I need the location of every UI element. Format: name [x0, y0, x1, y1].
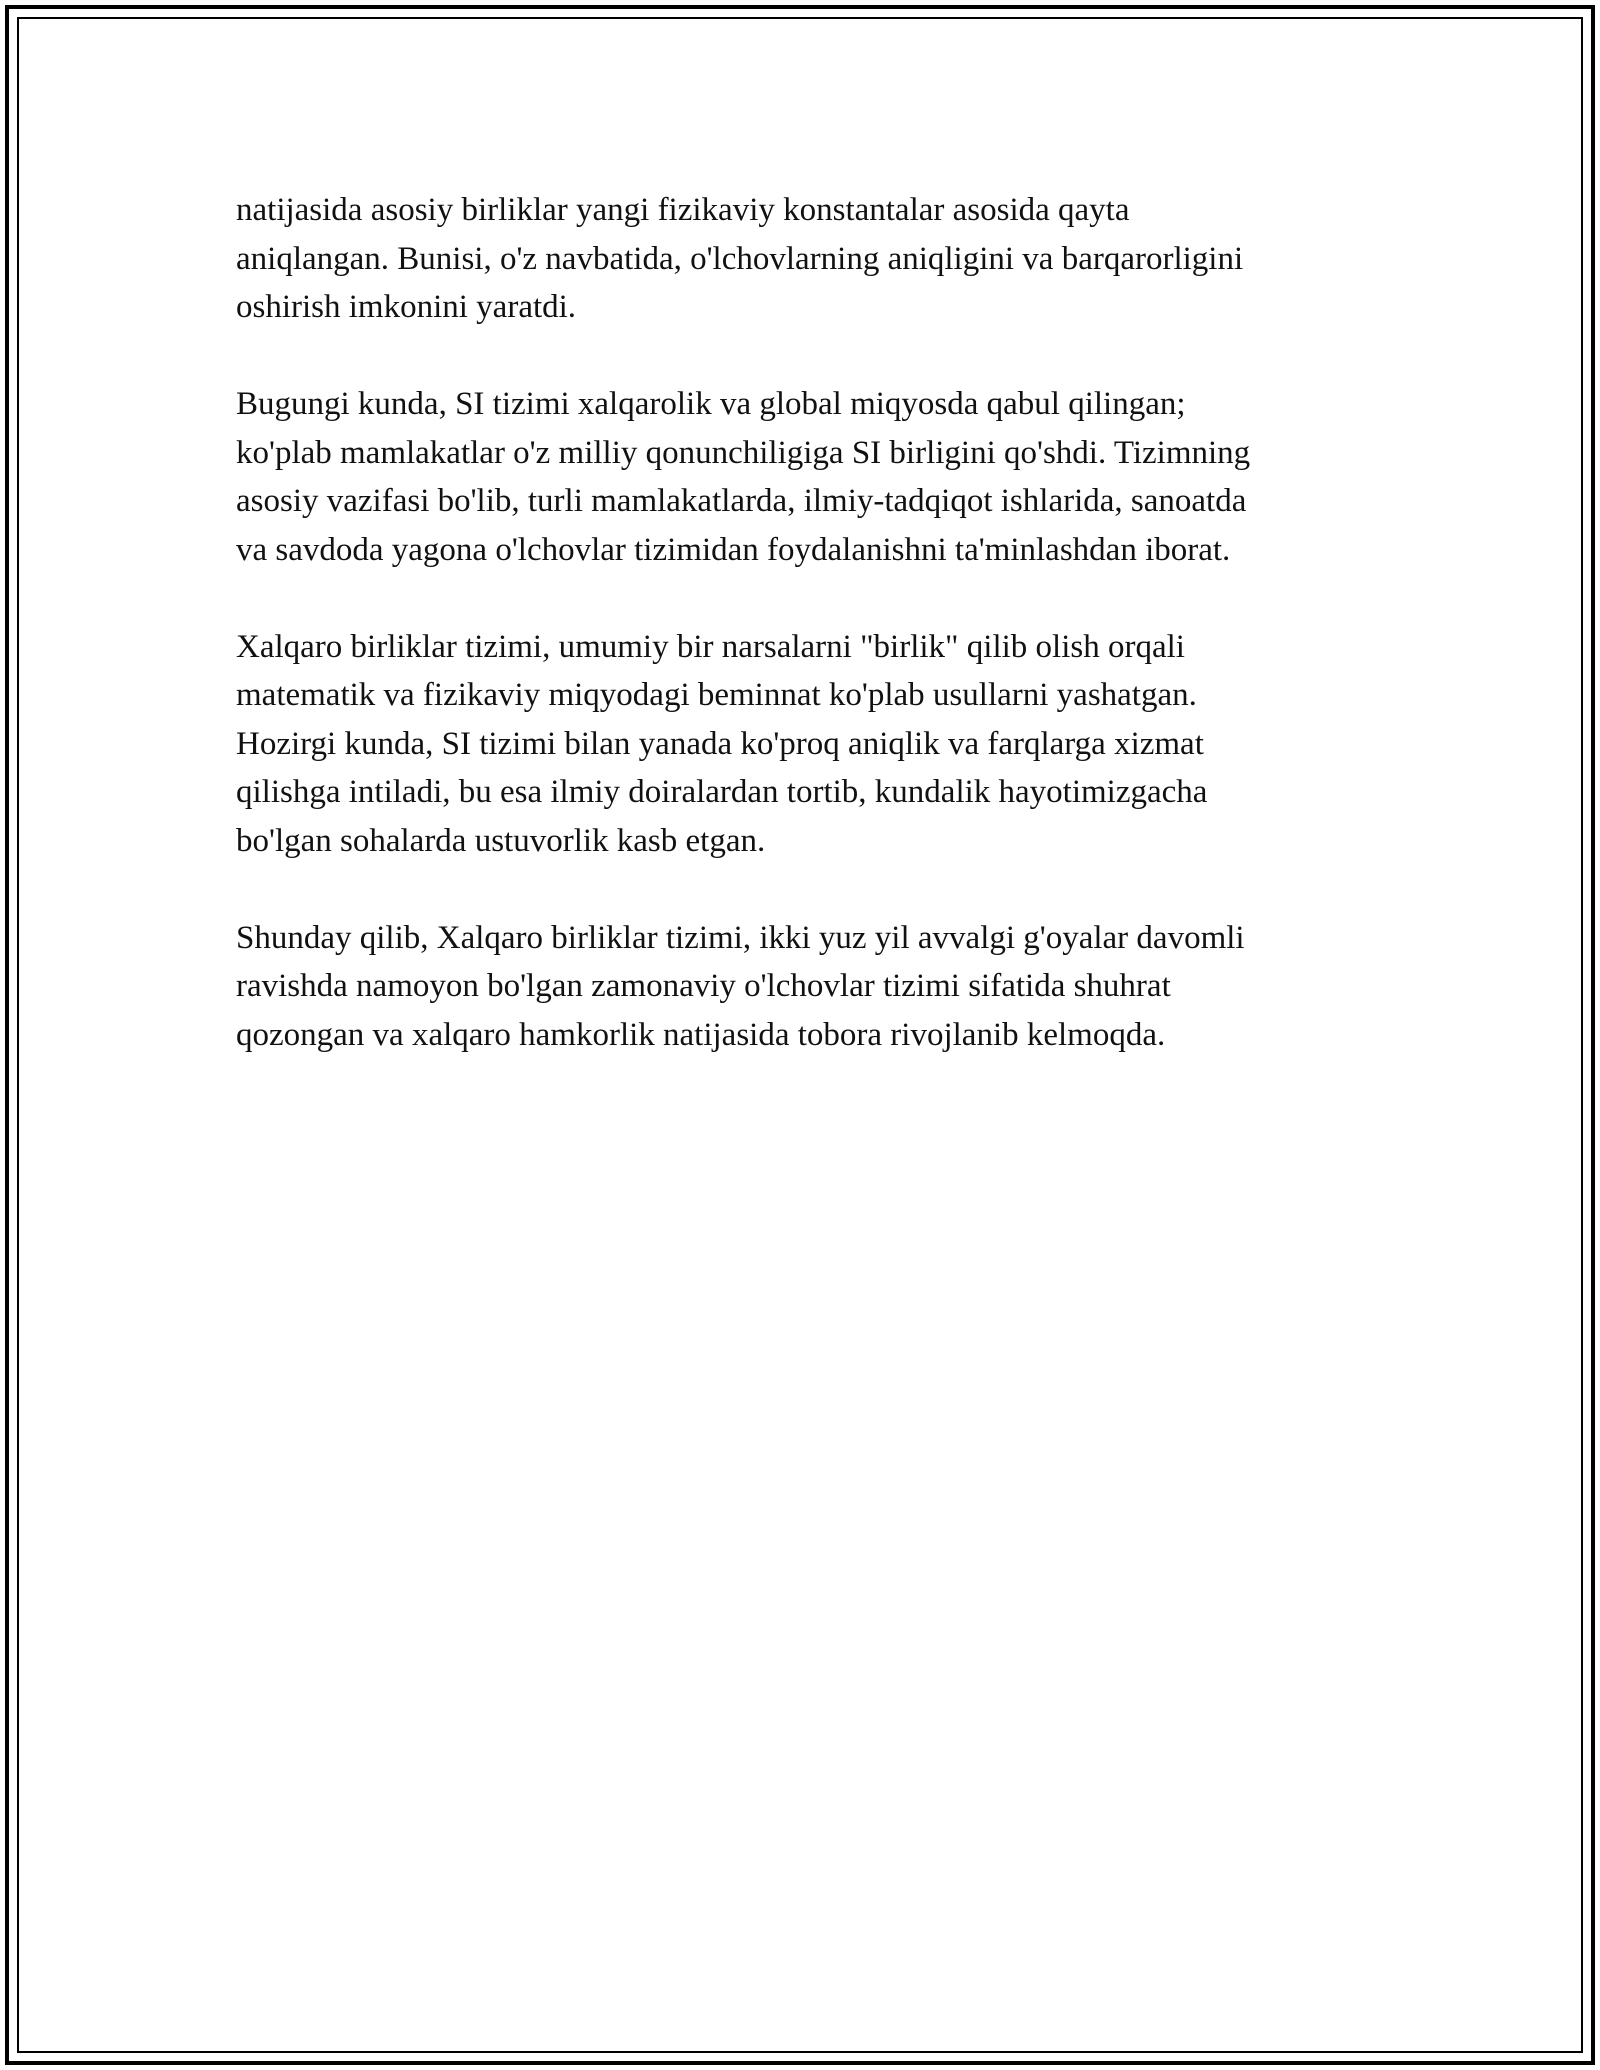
paragraph-line: natijasida asosiy birliklar yangi fizikaviy konstantalar asosida qayta [236, 192, 1130, 228]
paragraph-line: qilishga intiladi, bu esa ilmiy doiralardan tortib, kundalik hayotimizgacha [236, 774, 1208, 810]
document-body [236, 186, 1426, 1108]
paragraph-line: va savdoda yagona o'lchovlar tizimidan foydalanishni ta'minlashdan iborat. [236, 531, 1231, 568]
paragraph-line: oshirish imkonini yaratdi. [236, 289, 577, 325]
paragraph-line: Hozirgi kunda, SI tizimi bilan yanada ko'proq aniqlik va farqlarga xizmat [236, 725, 1204, 762]
paragraph-line: aniqlangan. Bunisi, o'z navbatida, o'lchovlarning aniqligini va barqarorligini [236, 240, 1244, 277]
paragraph-3 [236, 623, 1426, 866]
paragraph-line: Xalqaro birliklar tizimi, umumiy bir narsalarni "birlik" qilib olish orqali [236, 628, 1185, 665]
paragraph-2 [236, 380, 1426, 574]
paragraph-1 [236, 186, 1426, 332]
paragraph-line: ko'plab mamlakatlar o'z milliy qonunchiligiga SI birligini qo'shdi. Tizimning [236, 434, 1251, 471]
paragraph-line: Bugungi kunda, SI tizimi xalqarolik va global miqyosda qabul qilingan; [236, 386, 1186, 422]
paragraph-line: ravishda namoyon bo'lgan zamonaviy o'lchovlar tizimi sifatida shuhrat [236, 968, 1171, 1004]
paragraph-line: Shunday qilib, Xalqaro birliklar tizimi, ikki yuz yil avvalgi g'oyalar davomli [236, 919, 1245, 956]
paragraph-line: matematik va fizikaviy miqyodagi beminnat ko'plab usullarni yashatgan. [236, 677, 1197, 713]
paragraph-line: bo'lgan sohalarda ustuvorlik kasb etgan. [236, 822, 766, 859]
paragraph-line: qozongan va xalqaro hamkorlik natijasida tobora rivojlanib kelmoqda. [236, 1016, 1166, 1053]
paragraph-line: asosiy vazifasi bo'lib, turli mamlakatlarda, ilmiy-tadqiqot ishlarida, sanoatda [236, 483, 1247, 519]
paragraph-4 [236, 914, 1426, 1060]
